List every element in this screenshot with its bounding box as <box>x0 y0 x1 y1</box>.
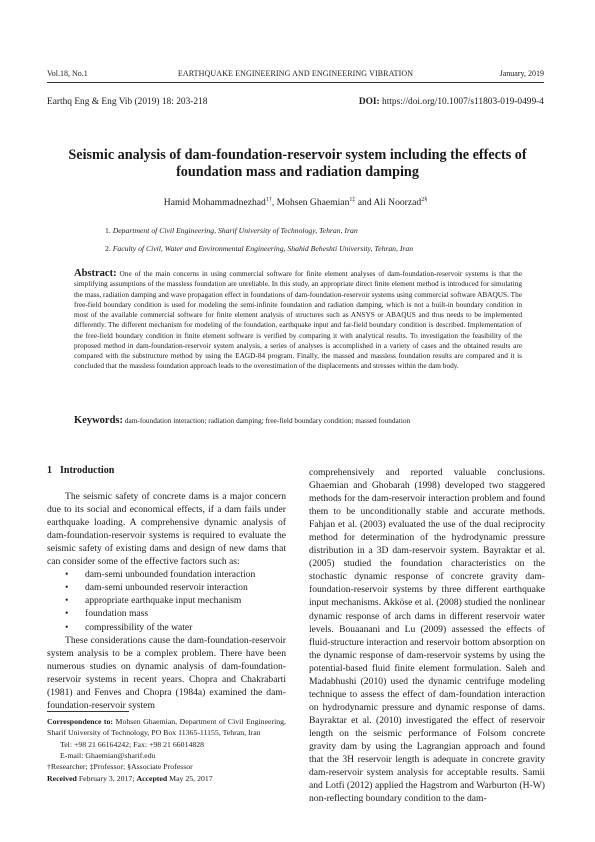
footnotes <box>47 716 286 784</box>
footnote-divider <box>47 711 129 712</box>
bullet-icon: • <box>65 582 69 594</box>
author-1-marker: 1† <box>265 197 272 203</box>
issue-date: January, 2019 <box>499 69 544 78</box>
abstract-label: Abstract: <box>74 268 117 279</box>
list-item-text: compressibility of the water <box>85 621 193 633</box>
doi <box>359 97 544 107</box>
affiliation-number: 2. <box>105 244 111 253</box>
section-heading <box>47 464 286 477</box>
affiliation-2 <box>105 244 413 253</box>
keywords <box>74 415 522 426</box>
author-roles: †Researcher; ‡Professor; §Associate Professor <box>47 762 193 772</box>
bullet-icon: • <box>65 569 69 581</box>
dates <box>47 773 286 784</box>
correspondence <box>47 716 286 739</box>
list-item <box>47 621 286 634</box>
citation-line <box>47 97 544 109</box>
author-2-marker: 1‡ <box>349 197 356 203</box>
list-item-text: foundation mass <box>85 608 149 620</box>
right-column <box>309 466 545 805</box>
affiliation-text: Faculty of Civil, Water and Environmental Engineering, Shahid Beheshti University, Tehran, Iran <box>112 244 414 253</box>
author-3-marker: 2§ <box>421 197 428 203</box>
section-number: 1 <box>47 465 52 476</box>
bullet-icon: • <box>65 608 69 620</box>
received-date: February 3, 2017; <box>78 773 135 783</box>
bullet-icon: • <box>65 595 69 607</box>
list-item <box>47 581 286 594</box>
paper-title: Seismic analysis of dam-foundation-reservoir system including the effects of foundation mass and radiation damping <box>68 147 527 180</box>
list-item-text: dam-semi unbounded reservoir interaction <box>85 582 248 594</box>
abstract-text: One of the main concerns in using commercial software for finite element analyses of dam-foundation-reservoir systems is that the simplifying assumptions of the massless foundation are unreliable. In this study, an appropriate direct finite element method is introduced for simulating the mass, radiation damping and wave propagation effect in foundations of dam-foundation-reservoir systems using commercial software ABAQUS. The free-field boundary condition is used for modeling the semi-infinite foundation and radiation damping, which is not a built-in boundary condition in most of the available commercial software for finite element analysis of structures such as ANSYS or ABAQUS and thus needs to be implemented differently. The different mechanism for modeling of the foundation, earthquake input and far-field boundary condition is described. Implementation of the free-field boundary condition in finite element software is verified by comparing it with analytical results. To investigation the feasibility of the proposed method in dam-foundation-reservoir system analysis, a series of analyses is accomplished in a variety of cases and the obtained results are compared with the substructure method by using the EAGD-84 program. Finally, the massed and massless foundation results are compared and it is concluded that the massless foundation approach leads to the overestimation of the displacements and stresses within the dam body. <box>74 269 522 371</box>
intro-paragraph-1: The seismic safety of concrete dams is a major concern due to its social and economical effects, if a dam fails under earthquake loading. A comprehensive dynamic analysis of dam-foundation-reservoir systems is required to evaluate the seismic safety of existing dams and design of new dams that can consider some of the effective factors such as: <box>47 491 286 568</box>
author-separator: and <box>355 197 374 209</box>
accepted-label: Accepted <box>136 773 168 783</box>
citation-source: Earthq Eng & Eng Vib (2019) 18: 203-218 <box>47 97 208 107</box>
affiliation-1 <box>105 226 358 235</box>
list-item <box>47 594 286 607</box>
intro-paragraph-2: These considerations cause the dam-foundation-reservoir system analysis to be a complex problem. There have been numerous studies on dynamic analysis of dam-foundation-reservoir systems in recent years. Chopra and Chakrabarti (1981) and Fenves and Chopra (1984a) examined the dam-foundation-reservoir system <box>47 634 286 711</box>
affiliation-number: 1. <box>105 226 111 235</box>
author-1: Hamid Mohammadnezhad <box>163 197 266 209</box>
correspondence-label: Correspondence to: <box>47 717 114 726</box>
author-separator: , <box>271 197 277 209</box>
author-list <box>47 197 544 208</box>
header-divider <box>47 82 544 83</box>
author-3: Ali Noorzad <box>373 197 422 209</box>
received-label: Received <box>47 773 77 783</box>
affiliation-text: Department of Civil Engineering, Sharif University of Technology, Tehran, Iran <box>112 226 358 235</box>
intro-paragraph-3: comprehensively and reported valuable conclusions. Ghaemian and Ghobarah (1998) developed two staggered methods for the dam-reservoir interaction problem and found them to be unconditionally stable and accurate methods. Fahjan et al. (2003) evaluated the use of the dual reciprocity method for determination of the hydrodynamic pressure distribution in a 3D dam-reservoir system. Bayraktar et al. (2005) studied the foundation characteristics on the stochastic dynamic response of concrete gravity dam-foundation-reservoir systems by three different earthquake input mechanisms. Akköse et al. (2008) studied the nonlinear dynamic response of arch dams in different reservoir water levels. Bouaanani and Lu (2009) assessed the effects of fluid-structure interaction and reservoir bottom absorption on the dynamic response of dam-reservoir systems by using the potential-based fluid finite element formulation. Saleh and Madabhushi (2010) used the dynamic centrifuge modeling technique to assess the effect of dam-foundation interaction on hydrodynamic pressure and dynamic response of dams. Bayraktar et al. (2010) investigated the effect of reservoir length on the seismic performance of Folsom concrete gravity dam by using the Lagrangian approach and found that the 3H reservoir length is adequate in concrete gravity dam-reservoir system analysis for acceptable results. Samii and Lotfi (2012) applied the Hagstrom and Warburton (H-W) non-reflecting boundary condition to the dam- <box>309 467 545 805</box>
volume-issue: Vol.18, No.1 <box>47 69 88 78</box>
contact-email[interactable]: E-mail: Ghaemian@sharif.edu <box>60 751 156 761</box>
author-2: Mohsen Ghaemian <box>276 197 350 209</box>
contact-phone: Tel: +98 21 66164242; Fax: +98 21 66014828 <box>60 739 205 749</box>
keywords-label: Keywords: <box>74 415 123 426</box>
doi-link[interactable]: https://doi.org/10.1007/s11803-019-0499-4 <box>382 97 544 107</box>
accepted-date: May 25, 2017 <box>169 773 213 783</box>
list-item-text: dam-semi unbounded foundation interaction <box>85 569 256 581</box>
journal-name: EARTHQUAKE ENGINEERING AND ENGINEERING VIBRATION <box>177 69 414 78</box>
keywords-text: dam-foundation interaction; radiation damping; free-field boundary condition; massed foundation <box>124 416 411 425</box>
list-item <box>47 607 286 620</box>
doi-label: DOI: <box>358 97 380 107</box>
left-column <box>47 464 286 712</box>
section-title: Introduction <box>60 465 115 476</box>
factor-list <box>47 568 286 633</box>
running-header <box>47 69 544 81</box>
abstract <box>74 269 522 372</box>
correspondence-address: Mohsen Ghaemian, Department of Civil Engineering, Sharif University of Technology, PO Box 11365-11155, Tehran, Iran <box>47 717 287 738</box>
list-item-text: appropriate earthquake input mechanism <box>85 595 242 607</box>
bullet-icon: • <box>65 621 69 633</box>
list-item <box>47 568 286 581</box>
